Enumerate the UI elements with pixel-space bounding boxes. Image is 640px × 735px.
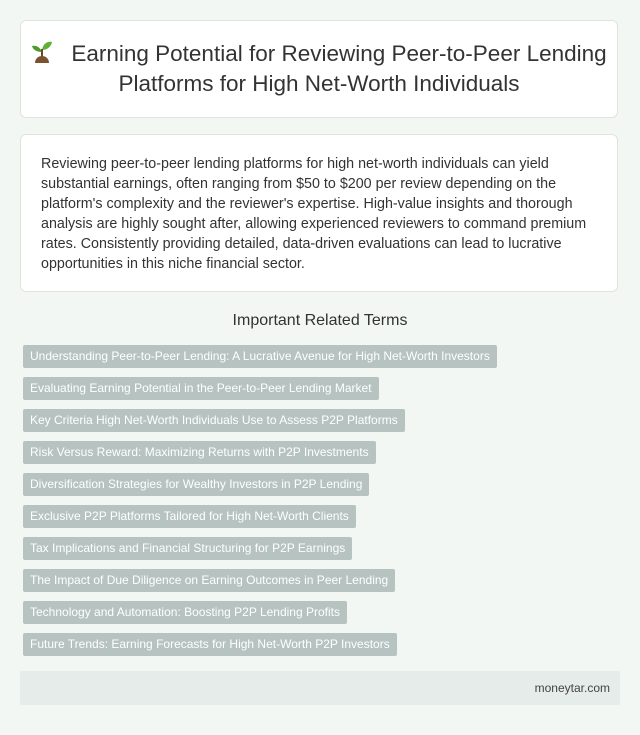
related-term-link[interactable]: Understanding Peer-to-Peer Lending: A Lucrative Avenue for High Net-Worth Investors [23,345,497,368]
related-term-link[interactable]: Risk Versus Reward: Maximizing Returns with P2P Investments [23,441,376,464]
footer-site-link[interactable]: moneytar.com [534,681,610,695]
page-title [21,39,617,99]
related-term-link[interactable]: Future Trends: Earning Forecasts for High Net-Worth P2P Investors [23,633,397,656]
related-term-link[interactable]: Exclusive P2P Platforms Tailored for High Net-Worth Clients [23,505,356,528]
related-term-link[interactable]: Technology and Automation: Boosting P2P Lending Profits [23,601,347,624]
related-term-link[interactable]: Key Criteria High Net-Worth Individuals Use to Assess P2P Platforms [23,409,405,432]
page-title-text: Earning Potential for Reviewing Peer-to-Peer Lending Platforms for High Net-Worth Individuals [71,41,607,96]
related-term-link[interactable]: Diversification Strategies for Wealthy Investors in P2P Lending [23,473,369,496]
footer [20,671,620,705]
related-term-link[interactable]: Evaluating Earning Potential in the Peer-to-Peer Lending Market [23,377,379,400]
related-terms-list [23,345,623,665]
summary-card [20,134,618,292]
title-card [20,20,618,118]
related-term-link[interactable]: The Impact of Due Diligence on Earning Outcomes in Peer Lending [23,569,395,592]
sprout-icon [31,39,53,63]
related-terms-heading: Important Related Terms [232,312,408,329]
summary-text: Reviewing peer-to-peer lending platforms for high net-worth individuals can yield substantial earnings, often ranging from $50 to $200 per review depending on the platform's complexity and the reviewer's expertise. High-value insights and thorough analysis are highly sought after, allowing experienced reviewers to command premium rates. Consistently providing detailed, data-driven evaluations can lead to lucrative opportunities in this niche financial sector. [41,156,587,272]
related-term-link[interactable]: Tax Implications and Financial Structuring for P2P Earnings [23,537,352,560]
